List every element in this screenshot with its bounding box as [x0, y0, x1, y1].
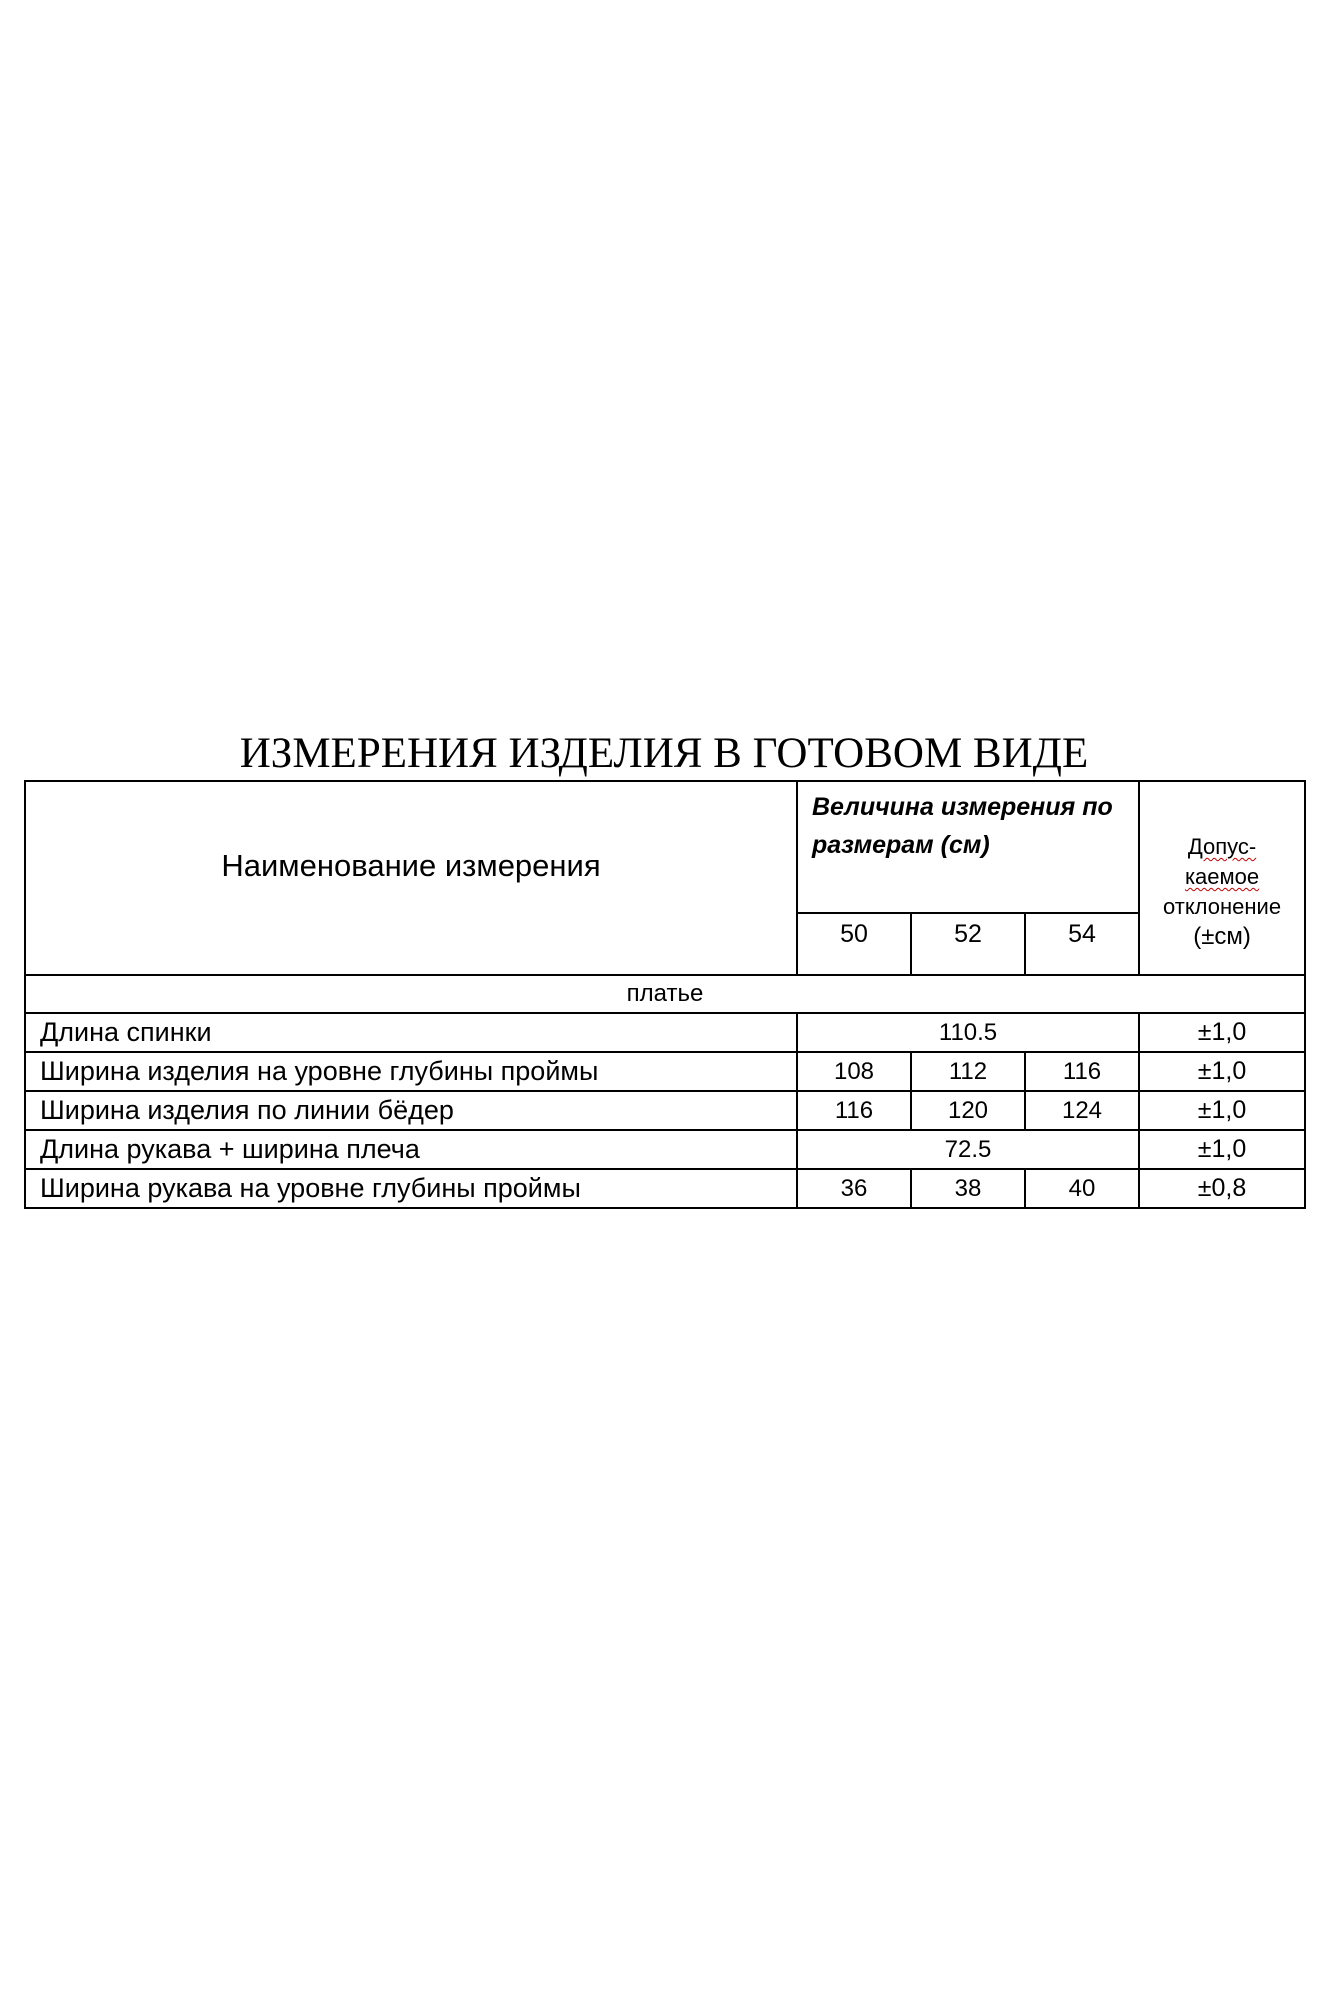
table-row [25, 1091, 1305, 1130]
size-header-cell: 54 [1025, 913, 1139, 975]
measurement-name: Ширина изделия по линии бёдер [25, 1091, 797, 1130]
measurement-value: 36 [797, 1169, 911, 1208]
header-tolerance-cell [1139, 781, 1305, 975]
tolerance-label-line-3: отклонение [1162, 894, 1282, 919]
table-row [25, 1013, 1305, 1052]
measurement-name: Ширина рукава на уровне глубины проймы [25, 1169, 797, 1208]
measurement-name: Ширина изделия на уровне глубины проймы [25, 1052, 797, 1091]
table-row [25, 1052, 1305, 1091]
measurement-value: 120 [911, 1091, 1025, 1130]
table-row [25, 1130, 1305, 1169]
document-title: ИЗМЕРЕНИЯ ИЗДЕЛИЯ В ГОТОВОМ ВИДЕ [239, 730, 1089, 777]
measurement-tolerance: ±1,0 [1139, 1091, 1305, 1130]
measurements-table [24, 780, 1306, 1209]
measurement-value: 112 [911, 1052, 1025, 1091]
measurement-tolerance: ±1,0 [1139, 1052, 1305, 1091]
measurement-value: 110.5 [797, 1013, 1139, 1052]
measurement-value: 38 [911, 1169, 1025, 1208]
measurement-value: 116 [1025, 1052, 1139, 1091]
measurement-value: 72.5 [797, 1130, 1139, 1169]
measurement-value: 40 [1025, 1169, 1139, 1208]
tolerance-label-line-1: Допус- [1187, 834, 1257, 859]
header-name-cell: Наименование измерения [25, 781, 797, 975]
measurement-value: 116 [797, 1091, 911, 1130]
size-header-cell: 52 [911, 913, 1025, 975]
measurement-value: 124 [1025, 1091, 1139, 1130]
size-header-cell: 50 [797, 913, 911, 975]
measurement-name: Длина спинки [25, 1013, 797, 1052]
table-row [25, 1169, 1305, 1208]
section-label: платье [25, 975, 1305, 1013]
measurement-value: 108 [797, 1052, 911, 1091]
measurement-tolerance: ±1,0 [1139, 1130, 1305, 1169]
measurement-name: Длина рукава + ширина плеча [25, 1130, 797, 1169]
tolerance-label-line-4: (±см) [1193, 923, 1251, 950]
header-row [25, 781, 1305, 913]
measurement-tolerance: ±1,0 [1139, 1013, 1305, 1052]
measurement-tolerance: ±0,8 [1139, 1169, 1305, 1208]
section-row [25, 975, 1305, 1013]
tolerance-label-line-2: каемое [1184, 864, 1260, 889]
header-size-group-cell: Величина измерения по размерам (см) [797, 781, 1139, 913]
